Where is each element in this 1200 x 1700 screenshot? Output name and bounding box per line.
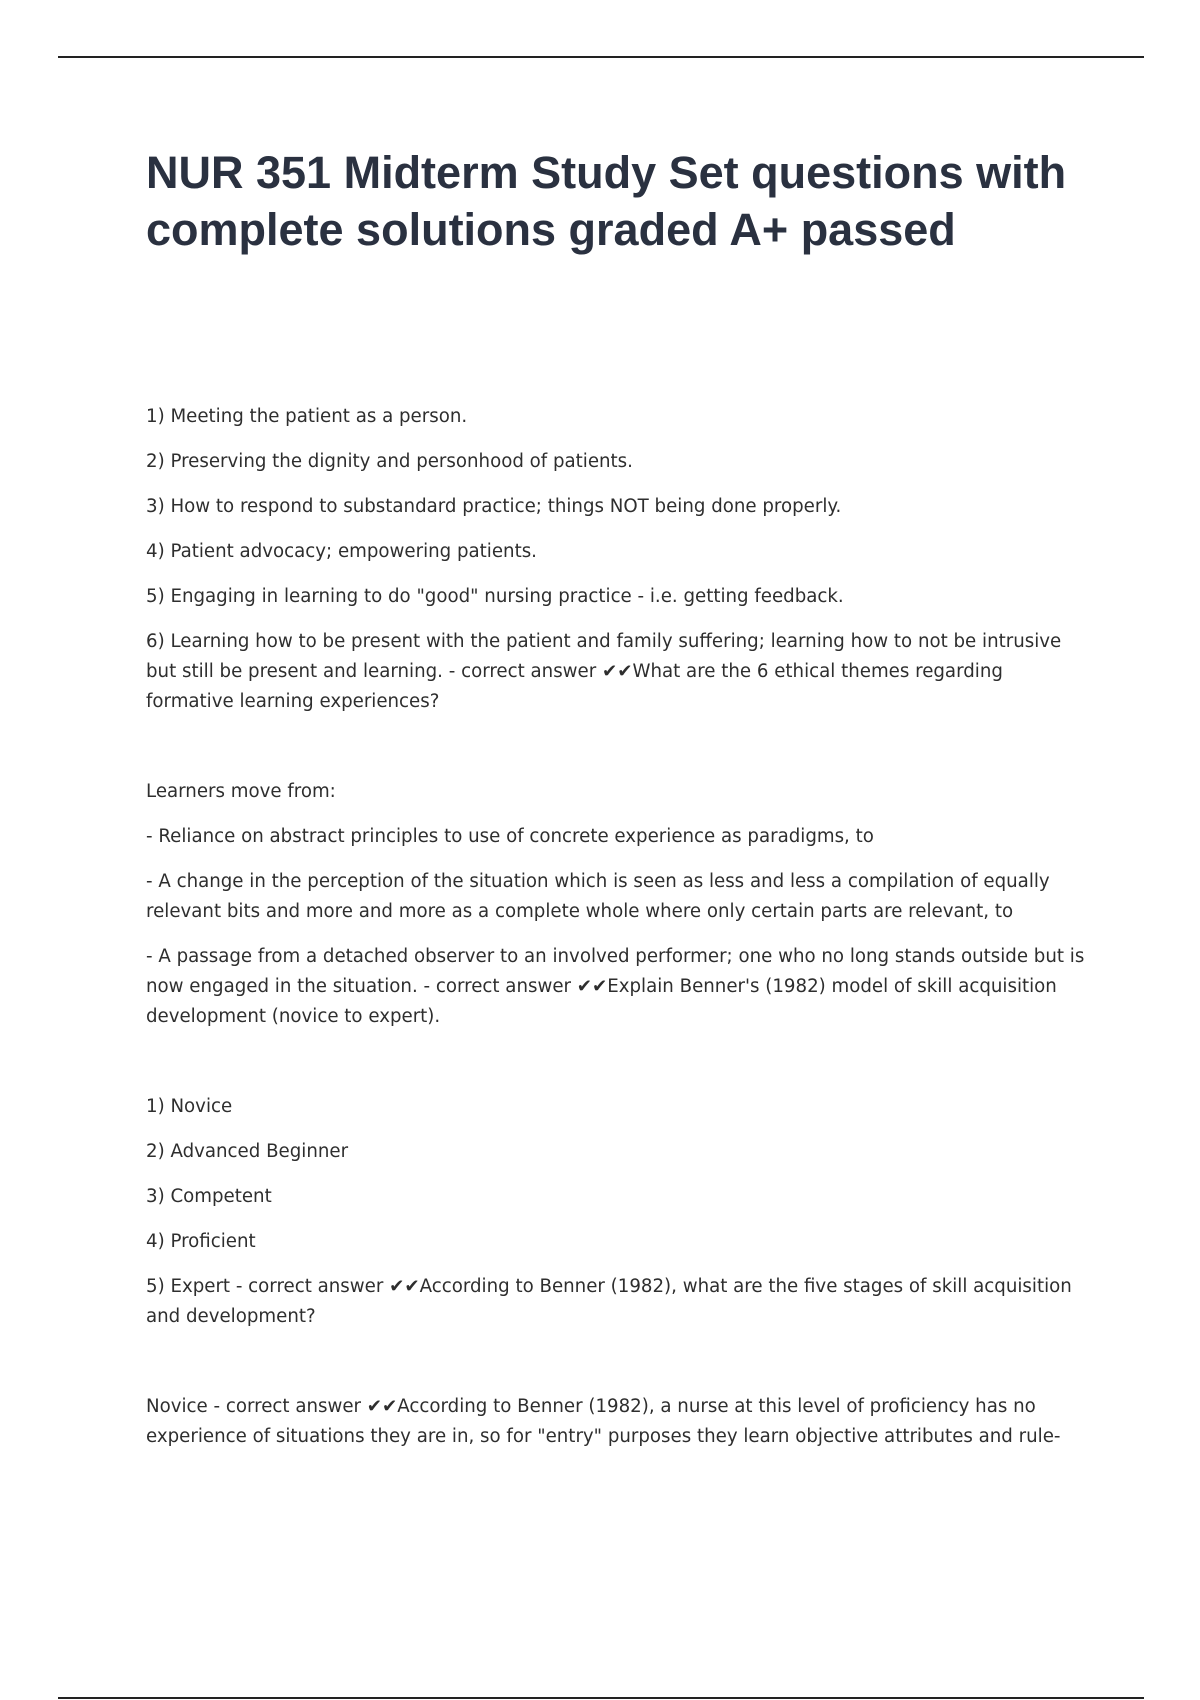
page-title: NUR 351 Midterm Study Set questions with complete solutions graded A+ passed (146, 147, 1067, 255)
paragraph: - A passage from a detached observer to an involved performer; one who no long stands outside but is now engaged in the situation. - correct answer ✔✔Explain Benner's (1982) model of skill acquisition development (novice to expert). (146, 946, 1085, 1027)
block-spacer (146, 1047, 1086, 1092)
paragraph: 2) Preserving the dignity and personhood of patients. (146, 451, 633, 472)
qa-block-five-stages (146, 1092, 1086, 1332)
paragraph: 3) Competent (146, 1186, 272, 1207)
paragraph: 4) Proficient (146, 1231, 256, 1252)
paragraph: Novice - correct answer ✔✔According to Benner (1982), a nurse at this level of proficiency has no experience of situations they are in, so for "entry" purposes they learn objective attributes and rule- (146, 1396, 1061, 1447)
paragraph: 5) Expert - correct answer ✔✔According to Benner (1982), what are the five stages of skill acquisition and development? (146, 1276, 1072, 1327)
paragraph: 3) How to respond to substandard practice; things NOT being done properly. (146, 496, 842, 517)
footer-rule (58, 1697, 1144, 1699)
qa-block-ethical-themes (146, 402, 1086, 717)
paragraph: Learners move from: (146, 781, 336, 802)
qa-block-benner-model (146, 777, 1086, 1032)
block-spacer (146, 732, 1086, 777)
paragraph: 4) Patient advocacy; empowering patients. (146, 541, 537, 562)
paragraph: 1) Meeting the patient as a person. (146, 406, 468, 427)
document-body (146, 402, 1086, 1467)
qa-block-novice (146, 1392, 1086, 1452)
paragraph: 2) Advanced Beginner (146, 1141, 349, 1162)
paragraph: 5) Engaging in learning to do "good" nursing practice - i.e. getting feedback. (146, 586, 844, 607)
paragraph: 1) Novice (146, 1096, 233, 1117)
paragraph: 6) Learning how to be present with the patient and family suffering; learning how to not be intrusive but still be present and learning. - correct answer ✔✔What are the 6 ethical themes regarding formative learning experiences? (146, 631, 1062, 712)
paragraph: - A change in the perception of the situation which is seen as less and less a compilation of equally relevant bits and more and more as a complete whole where only certain parts are relevant, to (146, 871, 1050, 922)
header-rule (58, 56, 1144, 58)
paragraph: - Reliance on abstract principles to use of concrete experience as paradigms, to (146, 826, 874, 847)
block-spacer (146, 1347, 1086, 1392)
